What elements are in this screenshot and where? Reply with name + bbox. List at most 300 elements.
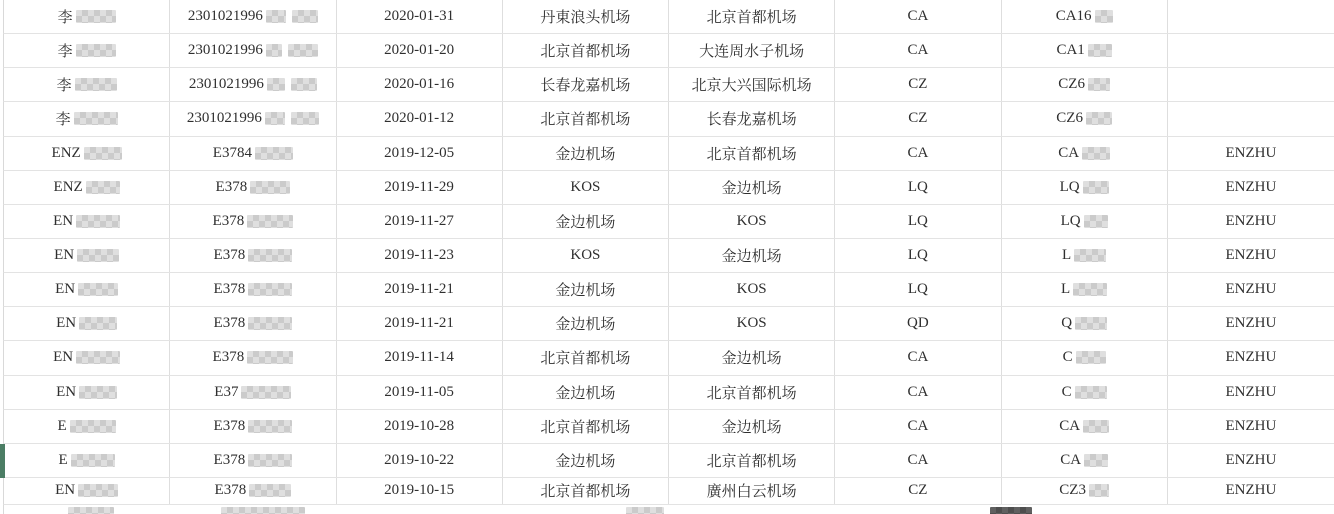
departure-airport-cell[interactable] bbox=[503, 68, 669, 101]
flight-date-cell[interactable] bbox=[337, 34, 503, 67]
airline-code-cell[interactable] bbox=[835, 68, 1001, 101]
table-row bbox=[3, 68, 1334, 102]
document-id-cell[interactable] bbox=[170, 102, 336, 135]
redacted-blob bbox=[248, 420, 292, 433]
redacted-blob bbox=[292, 10, 318, 23]
document-id-cell[interactable] bbox=[170, 410, 336, 443]
redacted-blob bbox=[266, 44, 282, 57]
cell-text: 金边机场 bbox=[555, 317, 616, 334]
redacted-blob bbox=[76, 351, 120, 364]
redacted-blob bbox=[1075, 317, 1107, 330]
passenger-name-cell[interactable] bbox=[4, 205, 170, 238]
redacted-blob bbox=[247, 215, 293, 228]
cell-text: ENZHU bbox=[1225, 212, 1277, 229]
redacted-blob bbox=[1086, 112, 1112, 125]
redacted-blob bbox=[1076, 351, 1106, 364]
redacted-blob bbox=[76, 44, 116, 57]
document-id-cell[interactable] bbox=[170, 376, 336, 409]
departure-airport-cell[interactable] bbox=[503, 0, 669, 33]
flight-date-cell[interactable] bbox=[337, 68, 503, 101]
partial-table-row bbox=[3, 505, 1334, 514]
document-id-cell[interactable] bbox=[170, 137, 336, 170]
cell-text: ENZHU bbox=[1225, 482, 1277, 499]
document-id-cell[interactable] bbox=[170, 205, 336, 238]
cell-text: 北京首都机场 bbox=[540, 351, 631, 368]
cell-text: LQ bbox=[907, 281, 928, 298]
table-row bbox=[3, 410, 1334, 444]
cell-text: 金边机场 bbox=[555, 146, 616, 163]
cell-text: 2019-11-14 bbox=[384, 349, 454, 366]
cell-text: 金边机场 bbox=[555, 283, 616, 300]
passenger-name-cell[interactable] bbox=[4, 307, 170, 340]
redacted-blob bbox=[84, 147, 122, 160]
departure-airport-cell[interactable] bbox=[503, 376, 669, 409]
redacted-blob bbox=[1084, 454, 1108, 467]
redacted-blob bbox=[74, 112, 118, 125]
table-row bbox=[3, 34, 1334, 68]
agent-code-cell[interactable] bbox=[1168, 239, 1334, 272]
cell-text: 2019-11-29 bbox=[384, 178, 454, 195]
departure-airport-cell[interactable] bbox=[503, 273, 669, 306]
departure-airport-cell[interactable] bbox=[503, 444, 669, 477]
cell-text: CZ6 bbox=[1058, 76, 1085, 93]
cell-text: CA bbox=[907, 383, 929, 400]
redacted-blob bbox=[68, 507, 114, 514]
departure-airport-cell[interactable] bbox=[503, 410, 669, 443]
cell-text: EN bbox=[56, 383, 77, 400]
departure-airport-cell[interactable] bbox=[503, 307, 669, 340]
cell-text: 北京首都机场 bbox=[706, 10, 797, 27]
passenger-name-cell[interactable] bbox=[4, 102, 170, 135]
departure-airport-cell[interactable] bbox=[503, 137, 669, 170]
cell-text: 廣州白云机场 bbox=[706, 484, 797, 501]
agent-code-cell[interactable] bbox=[1168, 68, 1334, 101]
cell-text: CA bbox=[1060, 451, 1082, 468]
redacted-blob bbox=[79, 317, 117, 330]
cell-text: EN bbox=[56, 315, 77, 332]
cell-text: 2301021996 bbox=[186, 110, 262, 127]
cell-text: ENZHU bbox=[1225, 451, 1277, 468]
table-row bbox=[3, 376, 1334, 410]
table-row bbox=[3, 239, 1334, 273]
airline-code-cell[interactable] bbox=[835, 0, 1001, 33]
cell-text: E378 bbox=[212, 212, 245, 229]
cell-text: KOS bbox=[570, 247, 601, 264]
cell-text: E378 bbox=[214, 482, 247, 499]
cell-text: 北京首都机场 bbox=[540, 419, 631, 436]
flight-number-cell[interactable] bbox=[1002, 0, 1168, 33]
cell-text: 2301021996 bbox=[187, 42, 263, 59]
arrival-airport-cell[interactable] bbox=[669, 478, 835, 504]
flight-number-cell[interactable] bbox=[1002, 307, 1168, 340]
cell-text: 北京首都机场 bbox=[706, 385, 797, 402]
flight-number-cell[interactable] bbox=[1002, 171, 1168, 204]
document-id-cell[interactable] bbox=[170, 444, 336, 477]
table-row bbox=[3, 341, 1334, 375]
cell-text: KOS bbox=[570, 178, 601, 195]
cell-text: CA bbox=[907, 8, 929, 25]
agent-code-cell[interactable] bbox=[1168, 273, 1334, 306]
cell-text: CZ bbox=[908, 110, 928, 127]
cell-text: 李 bbox=[55, 112, 71, 129]
cell-text: 金边机场 bbox=[555, 214, 616, 231]
arrival-airport-cell[interactable] bbox=[669, 205, 835, 238]
flight-date-cell[interactable] bbox=[337, 137, 503, 170]
flight-date-cell[interactable] bbox=[337, 376, 503, 409]
cell-text: E378 bbox=[213, 281, 246, 298]
cell-text: E378 bbox=[213, 417, 246, 434]
cell-text: LQ bbox=[907, 178, 928, 195]
cell-text: E bbox=[58, 451, 68, 468]
redacted-blob bbox=[71, 454, 115, 467]
cell-text: 大连周水子机场 bbox=[699, 44, 805, 61]
passenger-name-cell[interactable] bbox=[4, 171, 170, 204]
cell-text: 金边机场 bbox=[721, 351, 782, 368]
cell-text: 金边机场 bbox=[721, 249, 782, 266]
cell-text: CZ6 bbox=[1056, 110, 1083, 127]
flight-date-cell[interactable] bbox=[337, 341, 503, 374]
arrival-airport-cell[interactable] bbox=[669, 171, 835, 204]
cell-text: 2020-01-16 bbox=[384, 76, 455, 93]
cell-text: ENZHU bbox=[1225, 247, 1277, 264]
arrival-airport-cell[interactable] bbox=[669, 376, 835, 409]
airline-code-cell[interactable] bbox=[835, 102, 1001, 135]
flight-number-cell[interactable] bbox=[1002, 341, 1168, 374]
cell-text: E378 bbox=[213, 451, 246, 468]
arrival-airport-cell[interactable] bbox=[669, 68, 835, 101]
cell-text: 长春龙嘉机场 bbox=[540, 78, 631, 95]
flight-number-cell[interactable] bbox=[1002, 34, 1168, 67]
cell-text: 北京首都机场 bbox=[540, 112, 631, 129]
arrival-airport-cell[interactable] bbox=[669, 34, 835, 67]
airline-code-cell[interactable] bbox=[835, 137, 1001, 170]
redacted-blob bbox=[1074, 249, 1106, 262]
cell-text: ENZHU bbox=[1225, 144, 1277, 161]
redacted-blob bbox=[1083, 420, 1109, 433]
cell-text: CA bbox=[907, 349, 929, 366]
airline-code-cell[interactable] bbox=[835, 341, 1001, 374]
cell-text: 2019-11-27 bbox=[384, 212, 454, 229]
cell-text: C bbox=[1061, 383, 1072, 400]
redacted-blob bbox=[267, 78, 285, 91]
cell-text: 北京首都机场 bbox=[706, 146, 797, 163]
cell-text: 李 bbox=[56, 78, 72, 95]
cell-text: 北京首都机场 bbox=[540, 484, 631, 501]
airline-code-cell[interactable] bbox=[835, 273, 1001, 306]
agent-code-cell[interactable] bbox=[1168, 102, 1334, 135]
cell-text: 金边机场 bbox=[555, 385, 616, 402]
cell-text: E378 bbox=[212, 349, 245, 366]
redacted-blob bbox=[247, 351, 293, 364]
passenger-name-cell[interactable] bbox=[4, 410, 170, 443]
table-row bbox=[3, 171, 1334, 205]
redacted-blob bbox=[1095, 10, 1113, 23]
airline-code-cell[interactable] bbox=[835, 444, 1001, 477]
flight-date-cell[interactable] bbox=[337, 444, 503, 477]
redacted-blob bbox=[1084, 215, 1108, 228]
redacted-blob bbox=[1075, 386, 1107, 399]
cell-text: EN bbox=[53, 349, 74, 366]
cell-text: CA bbox=[1058, 144, 1080, 161]
cell-text: Q bbox=[1061, 315, 1073, 332]
cell-text: 2019-10-28 bbox=[384, 417, 455, 434]
table-row bbox=[3, 137, 1334, 171]
departure-airport-cell[interactable] bbox=[503, 341, 669, 374]
flight-date-cell[interactable] bbox=[337, 239, 503, 272]
cell-text: CA bbox=[907, 451, 929, 468]
cell-text: E3784 bbox=[212, 144, 252, 161]
redacted-blob bbox=[265, 112, 285, 125]
cell-text: E37 bbox=[214, 383, 239, 400]
table-row bbox=[3, 444, 1334, 478]
agent-code-cell[interactable] bbox=[1168, 376, 1334, 409]
cell-text: ENZHU bbox=[1225, 417, 1277, 434]
redacted-blob bbox=[248, 317, 292, 330]
cell-text: CA bbox=[907, 417, 929, 434]
arrival-airport-cell[interactable] bbox=[669, 102, 835, 135]
redacted-blob bbox=[266, 10, 286, 23]
flight-number-cell[interactable] bbox=[1002, 137, 1168, 170]
cell-text: 金边机场 bbox=[721, 180, 782, 197]
redacted-blob bbox=[249, 484, 291, 497]
cell-text: 丹東浪头机场 bbox=[540, 10, 631, 27]
passenger-name-cell[interactable] bbox=[4, 34, 170, 67]
cell-text: E bbox=[57, 417, 67, 434]
departure-airport-cell[interactable] bbox=[503, 102, 669, 135]
document-id-cell[interactable] bbox=[170, 0, 336, 33]
passenger-name-cell[interactable] bbox=[4, 239, 170, 272]
flight-date-cell[interactable] bbox=[337, 273, 503, 306]
passenger-name-cell[interactable] bbox=[4, 273, 170, 306]
agent-code-cell[interactable] bbox=[1168, 205, 1334, 238]
row-selection-indicator bbox=[0, 444, 5, 478]
flight-number-cell[interactable] bbox=[1002, 273, 1168, 306]
cell-text: CZ bbox=[908, 482, 928, 499]
cell-text: LQ bbox=[1060, 212, 1081, 229]
arrival-airport-cell[interactable] bbox=[669, 0, 835, 33]
redacted-blob bbox=[250, 181, 290, 194]
table-row bbox=[3, 205, 1334, 239]
document-id-cell[interactable] bbox=[170, 239, 336, 272]
flight-date-cell[interactable] bbox=[337, 102, 503, 135]
cell-text: 2020-01-20 bbox=[384, 42, 455, 59]
airline-code-cell[interactable] bbox=[835, 478, 1001, 504]
airline-code-cell[interactable] bbox=[835, 205, 1001, 238]
redacted-blob bbox=[248, 454, 292, 467]
departure-airport-cell[interactable] bbox=[503, 478, 669, 504]
redacted-blob bbox=[79, 386, 117, 399]
cell-text: ENZHU bbox=[1225, 315, 1277, 332]
redacted-blob bbox=[76, 10, 116, 23]
cell-text: 金边机场 bbox=[555, 453, 616, 470]
document-id-cell[interactable] bbox=[170, 478, 336, 504]
cell-text: E378 bbox=[215, 178, 248, 195]
document-id-cell[interactable] bbox=[170, 341, 336, 374]
document-id-cell[interactable] bbox=[170, 273, 336, 306]
cell-text: ENZ bbox=[53, 178, 83, 195]
table-row bbox=[3, 273, 1334, 307]
redacted-blob bbox=[288, 44, 318, 57]
table-row bbox=[3, 478, 1334, 505]
cell-text: ENZHU bbox=[1225, 349, 1277, 366]
cell-text: KOS bbox=[736, 315, 767, 332]
passenger-name-cell[interactable] bbox=[4, 444, 170, 477]
cell-text: QD bbox=[907, 315, 929, 332]
redacted-blob bbox=[86, 181, 120, 194]
cell-text: 李 bbox=[57, 10, 73, 27]
cell-text: CZ bbox=[908, 76, 928, 93]
passenger-name-cell[interactable] bbox=[4, 376, 170, 409]
departure-airport-cell[interactable] bbox=[503, 239, 669, 272]
document-id-cell[interactable] bbox=[170, 171, 336, 204]
cell-text: EN bbox=[55, 281, 76, 298]
cell-text: 金边机场 bbox=[721, 419, 782, 436]
flight-date-cell[interactable] bbox=[337, 0, 503, 33]
redacted-blob bbox=[75, 78, 117, 91]
flight-date-cell[interactable] bbox=[337, 205, 503, 238]
cell-text: 2019-11-05 bbox=[384, 383, 454, 400]
flight-date-cell[interactable] bbox=[337, 410, 503, 443]
cell-text: 2019-10-15 bbox=[384, 482, 455, 499]
arrival-airport-cell[interactable] bbox=[669, 410, 835, 443]
cell-text: CA bbox=[907, 144, 929, 161]
flight-date-cell[interactable] bbox=[337, 171, 503, 204]
passenger-name-cell[interactable] bbox=[4, 68, 170, 101]
redacted-blob bbox=[1088, 44, 1112, 57]
cell-text: E378 bbox=[213, 315, 246, 332]
redacted-blob bbox=[70, 420, 116, 433]
cell-text: L bbox=[1061, 281, 1071, 298]
airline-code-cell[interactable] bbox=[835, 171, 1001, 204]
airline-code-cell[interactable] bbox=[835, 239, 1001, 272]
redacted-blob bbox=[291, 78, 317, 91]
cell-text: 2301021996 bbox=[188, 76, 264, 93]
redacted-blob bbox=[248, 283, 292, 296]
passenger-name-cell[interactable] bbox=[4, 0, 170, 33]
flight-number-cell[interactable] bbox=[1002, 68, 1168, 101]
cell-text: 北京首都机场 bbox=[540, 44, 631, 61]
arrival-airport-cell[interactable] bbox=[669, 307, 835, 340]
cell-text: 2019-11-21 bbox=[384, 281, 454, 298]
cell-text: 2020-01-31 bbox=[384, 8, 455, 25]
flight-number-cell[interactable] bbox=[1002, 102, 1168, 135]
cell-text: LQ bbox=[907, 212, 928, 229]
cell-text: 2019-12-05 bbox=[384, 144, 455, 161]
agent-code-cell[interactable] bbox=[1168, 307, 1334, 340]
redacted-blob bbox=[1073, 283, 1107, 296]
cell-text: 2019-10-22 bbox=[384, 451, 455, 468]
cell-text: CA bbox=[1059, 417, 1081, 434]
departure-airport-cell[interactable] bbox=[503, 34, 669, 67]
airline-code-cell[interactable] bbox=[835, 376, 1001, 409]
airline-code-cell[interactable] bbox=[835, 34, 1001, 67]
cell-text: 2020-01-12 bbox=[384, 110, 455, 127]
cell-text: 李 bbox=[57, 44, 73, 61]
cell-text: ENZHU bbox=[1225, 383, 1277, 400]
arrival-airport-cell[interactable] bbox=[669, 239, 835, 272]
arrival-airport-cell[interactable] bbox=[669, 273, 835, 306]
arrival-airport-cell[interactable] bbox=[669, 341, 835, 374]
redacted-blob bbox=[1089, 484, 1109, 497]
cell-text: 2019-11-21 bbox=[384, 315, 454, 332]
agent-code-cell[interactable] bbox=[1168, 34, 1334, 67]
agent-code-cell[interactable] bbox=[1168, 171, 1334, 204]
agent-code-cell[interactable] bbox=[1168, 444, 1334, 477]
agent-code-cell[interactable] bbox=[1168, 137, 1334, 170]
cell-text: CA16 bbox=[1055, 8, 1092, 25]
cell-text: E378 bbox=[213, 247, 246, 264]
redacted-blob bbox=[255, 147, 293, 160]
document-id-cell[interactable] bbox=[170, 34, 336, 67]
agent-code-cell[interactable] bbox=[1168, 478, 1334, 504]
cell-text: CZ3 bbox=[1059, 482, 1086, 499]
flight-number-cell[interactable] bbox=[1002, 376, 1168, 409]
redacted-blob bbox=[76, 215, 120, 228]
agent-code-cell[interactable] bbox=[1168, 341, 1334, 374]
airline-code-cell[interactable] bbox=[835, 307, 1001, 340]
flight-number-cell[interactable] bbox=[1002, 444, 1168, 477]
departure-airport-cell[interactable] bbox=[503, 171, 669, 204]
flight-number-cell[interactable] bbox=[1002, 478, 1168, 504]
arrival-airport-cell[interactable] bbox=[669, 444, 835, 477]
flight-date-cell[interactable] bbox=[337, 478, 503, 504]
cell-text: ENZHU bbox=[1225, 178, 1277, 195]
cell-text: CA bbox=[907, 42, 929, 59]
passenger-name-cell[interactable] bbox=[4, 341, 170, 374]
table-row bbox=[3, 102, 1334, 136]
flight-number-cell[interactable] bbox=[1002, 239, 1168, 272]
cell-text: 北京大兴国际机场 bbox=[691, 78, 812, 95]
cell-text: EN bbox=[55, 482, 76, 499]
cell-text: L bbox=[1062, 247, 1072, 264]
redacted-blob bbox=[241, 386, 291, 399]
passenger-name-cell[interactable] bbox=[4, 137, 170, 170]
arrival-airport-cell[interactable] bbox=[669, 137, 835, 170]
redacted-blob bbox=[221, 507, 305, 514]
redacted-blob bbox=[78, 283, 118, 296]
cell-text: ENZHU bbox=[1225, 281, 1277, 298]
redacted-blob bbox=[77, 249, 119, 262]
flight-number-cell[interactable] bbox=[1002, 205, 1168, 238]
cell-text: LQ bbox=[907, 247, 928, 264]
cell-text: KOS bbox=[736, 281, 767, 298]
table-row bbox=[3, 307, 1334, 341]
agent-code-cell[interactable] bbox=[1168, 410, 1334, 443]
redacted-blob bbox=[1082, 147, 1110, 160]
cell-text: 北京首都机场 bbox=[706, 453, 797, 470]
redacted-blob bbox=[248, 249, 292, 262]
departure-airport-cell[interactable] bbox=[503, 205, 669, 238]
redacted-blob bbox=[1088, 78, 1110, 91]
document-id-cell[interactable] bbox=[170, 307, 336, 340]
table-row bbox=[3, 0, 1334, 34]
flight-number-cell[interactable] bbox=[1002, 410, 1168, 443]
redacted-blob bbox=[990, 507, 1032, 514]
agent-code-cell[interactable] bbox=[1168, 0, 1334, 33]
redacted-blob bbox=[1083, 181, 1109, 194]
cell-text: EN bbox=[53, 212, 74, 229]
flight-date-cell[interactable] bbox=[337, 307, 503, 340]
cell-text: 2019-11-23 bbox=[384, 247, 454, 264]
passenger-name-cell[interactable] bbox=[4, 478, 170, 504]
redacted-blob bbox=[626, 507, 664, 514]
cell-text: ENZ bbox=[51, 144, 81, 161]
cell-text: LQ bbox=[1059, 178, 1080, 195]
cell-text: EN bbox=[54, 247, 75, 264]
airline-code-cell[interactable] bbox=[835, 410, 1001, 443]
redacted-blob bbox=[78, 484, 118, 497]
document-id-cell[interactable] bbox=[170, 68, 336, 101]
